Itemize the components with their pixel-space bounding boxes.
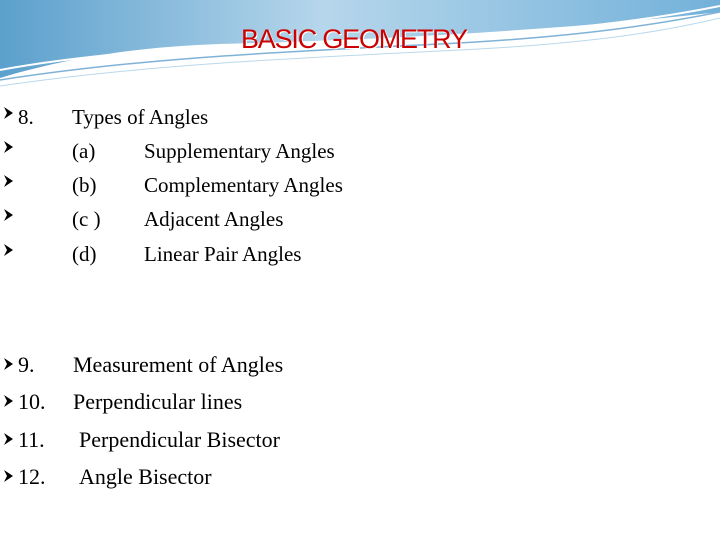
item-text: Supplementary Angles: [144, 139, 335, 163]
arrow-bullet-icon: [3, 174, 14, 188]
item-label: (a): [72, 139, 96, 163]
item-text: Adjacent Angles: [144, 207, 284, 231]
arrow-bullet-icon: [3, 243, 14, 257]
arrow-bullet-icon: [3, 394, 14, 408]
arrow-bullet-icon: [3, 140, 14, 154]
item-label: (b): [72, 173, 97, 197]
slide-title: BASIC GEOMETRY: [241, 24, 467, 54]
item-text: Complementary Angles: [144, 173, 343, 197]
item-number: 10.: [18, 389, 46, 414]
arrow-bullet-icon: [3, 106, 14, 120]
item-label: (c ): [72, 207, 101, 231]
item-label: (d): [72, 242, 97, 266]
item-number: 12.: [18, 464, 46, 489]
item-number: 8.: [18, 105, 34, 129]
item-text: Measurement of Angles: [73, 352, 284, 377]
arrow-bullet-icon: [3, 357, 14, 371]
item-number: 11.: [18, 427, 45, 452]
item-text: Linear Pair Angles: [144, 242, 302, 266]
item-text: Angle Bisector: [79, 464, 212, 489]
item-text: Perpendicular lines: [73, 389, 243, 414]
item-text: Perpendicular Bisector: [79, 427, 280, 452]
item-text: Types of Angles: [72, 105, 209, 129]
item-number: 9.: [18, 352, 35, 377]
arrow-bullet-icon: [3, 432, 14, 446]
arrow-bullet-icon: [3, 469, 14, 483]
arrow-bullet-icon: [3, 208, 14, 222]
